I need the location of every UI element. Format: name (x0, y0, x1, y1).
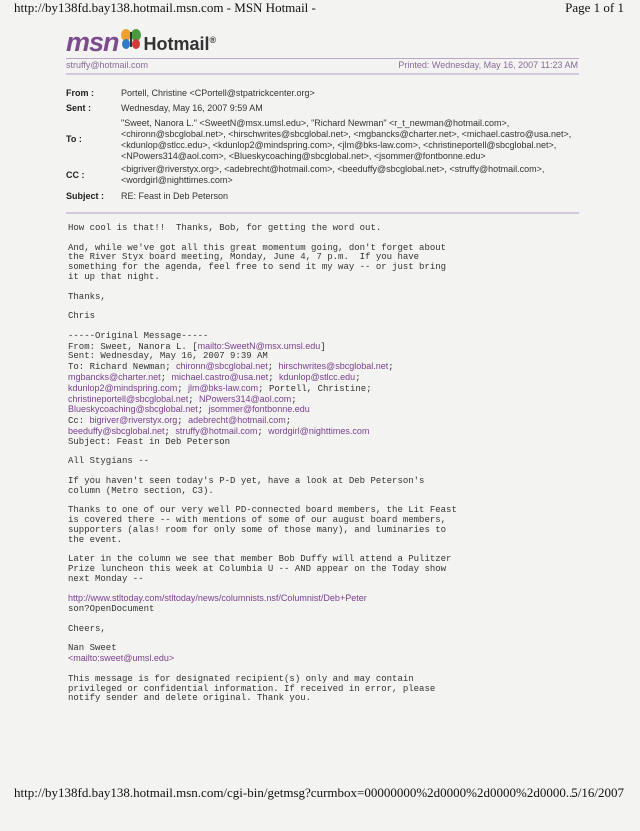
email-link[interactable]: christineportell@sbcglobal.net (68, 393, 189, 404)
body-paragraph: If you haven't seen today's P-D yet, have a look at Deb Peterson's column (Metro section, C3). (68, 475, 425, 496)
original-subject: Subject: Feast in Deb Peterson (68, 436, 231, 447)
closing-thanks: Thanks, (68, 291, 106, 302)
to-value: "Sweet, Nanora L." <SweetN@msx.umsl.edu>, "Richard Newman" <r_t_newman@hotmail.com>, <chironn@sbcglobal.net>, <hirschwrites@sbcglobal.net>, <mgbancks@charter.net>, <michael.castro@usa.net>, <kdunlop@stlcc.edu>, <kdunlop2@mindspring.com>, <jlm@bks-law.com>, <christineportell@sbcglobal.net>, <NPowers314@aol.com>, <Blueskycoaching@sbcglobal.net>, <jsommer@fontbonne.edu> (121, 118, 572, 161)
body-paragraph: Thanks to one of our very well PD-connected board members, the Lit Feast is covered there -- with mentions of some of our august board members, supporters (alas! room for only some of those many), and luminaries to the event. (68, 505, 457, 545)
msn-wordmark: msn (66, 27, 119, 57)
email-link[interactable]: chironn@sbcglobal.net (176, 361, 268, 372)
email-link[interactable]: struffy@hotmail.com (175, 425, 258, 436)
original-message-divider: -----Original Message----- (68, 330, 209, 341)
page-number: Page 1 of 1 (565, 0, 624, 15)
divider (66, 212, 579, 214)
body-paragraph: Later in the column we see that member Bob Duffy will attend a Pulitzer Prize luncheon this week at Columbia U -- AND appear on the Today show next Monday -- (68, 554, 452, 584)
email-link[interactable]: beeduffy@sbcglobal.net (68, 425, 165, 436)
email-link[interactable]: kdunlop2@mindspring.com (68, 382, 178, 393)
disclaimer: This message is for designated recipient(s) only and may contain privileged or confidential information. If received in error, please notify sender and delete original. Thank you. (68, 673, 436, 704)
hotmail-wordmark: Hotmail® (143, 34, 217, 54)
email-link[interactable]: Blueskycoaching@sbcglobal.net (68, 404, 198, 415)
divider (66, 73, 579, 75)
original-from-text: From: Sweet, Nanora L. [ (68, 341, 198, 352)
original-to-label: To: Richard Newman; (68, 362, 177, 373)
message-body: How cool is that!! Thanks, Bob, for getting the word out. And, while we've got all this great momentum going, don't forget about the River Styx board meeting, Monday, June 4, 7 p.m. If you have something for the agenda, feel free to send it my way -- or just bring it up that night. Thanks, Chris -----Original Message----- From: Sweet, Nanora L. [mailto:SweetN@msx.umsl.edu] Sent: Wednesday, May 16, 2007 9:39 AM To: Richard Newman; chironn@sbcglobal.net; hirschwrites@sbcglobal.net; mgbancks@charter.net; michael.castro@usa.net; kdunlop@stlcc.edu; kdunlop2@mindspring.com; jlm@bks-law.com; Portell, Christine; christineportell@sbcglobal.net; NPowers314@aol.com; Blueskycoaching@sbcglobal.net; jsommer@fontbonne.edu Cc: bigriver@riverstyx.org; adebrecht@hotmail.com; beeduffy@sbcglobal.net; struffy@hotmail.com; wordgirl@nighttimes.com Subject: Feast in Deb Peterson All Stygians -- If you haven't seen today's P-D yet, have a look at Deb Peterson's column (Metro section, C3). Thanks to one of our very well PD-connected board members, the Lit Feast is covered there -- with mentions of some of our august board members, supporters (alas! room for only some of those many), and luminaries to the event. Later in the column we see that member Bob Duffy will attend a Pulitzer Prize luncheon this week at Columbia U -- AND appear on the Today show next Monday -- http://www.stltoday.com/stltoday/news/columnists.nsf/Columnist/Deb+Peter son?OpenDocument Cheers, Nan Sweet <mailto:sweet@umsl.edu> This message is for designated recipient(s) only and may contain privileged or confidential information. If received in error, please notify sender and delete original. Thank you. (68, 223, 457, 704)
subject-label: Subject : (66, 191, 105, 201)
recipient-name: Portell, Christine; (263, 383, 372, 394)
cc-label: CC : (66, 170, 85, 180)
email-link[interactable]: wordgirl@nighttimes.com (268, 425, 370, 436)
divider (66, 58, 579, 59)
sender-name: Nan Sweet (68, 643, 117, 654)
from-label: From : (66, 88, 94, 98)
original-sent: Sent: Wednesday, May 16, 2007 9:39 AM (68, 351, 268, 362)
article-link[interactable]: http://www.stltoday.com/stltoday/news/columnists.nsf/Columnist/Deb+Peter (68, 593, 367, 604)
email-link[interactable]: mailto:SweetN@msx.umsl.edu (197, 340, 321, 351)
body-paragraph: And, while we've got all this great momentum going, don't forget about the River Styx board meeting, Monday, June 4, 7 p.m. If you have something for the agenda, feel free to send it my way -- or just bring it up that night. (68, 242, 447, 282)
closing-cheers: Cheers, (68, 623, 106, 634)
signature: Chris (68, 311, 96, 322)
footer-date: 5/16/2007 (571, 785, 624, 800)
account-email: struffy@hotmail.com (66, 60, 148, 70)
email-link[interactable]: michael.castro@usa.net (171, 371, 269, 382)
greeting: All Stygians -- (68, 456, 150, 467)
article-link-continuation: son?OpenDocument (68, 604, 155, 615)
bracket-text: ] (320, 341, 326, 352)
msn-butterfly-icon (120, 28, 142, 50)
msn-hotmail-logo (66, 24, 216, 56)
body-paragraph: How cool is that!! Thanks, Bob, for getting the word out. (68, 223, 382, 233)
sender-mailto-link[interactable]: <mailto:sweet@umsl.edu> (68, 653, 175, 664)
email-link[interactable]: jlm@bks-law.com (188, 382, 259, 393)
original-cc-label: Cc: (68, 416, 90, 427)
email-link[interactable]: jsommer@fontbonne.edu (208, 404, 310, 415)
email-link[interactable]: kdunlop@stlcc.edu (279, 371, 356, 382)
email-link[interactable]: hirschwrites@sbcglobal.net (278, 361, 389, 372)
email-link[interactable]: adebrecht@hotmail.com (188, 415, 286, 426)
email-link[interactable]: mgbancks@charter.net (68, 371, 161, 382)
from-value: Portell, Christine <CPortell@stpatrickcenter.org> (121, 88, 315, 98)
footer-url: http://by138fd.bay138.hotmail.msn.com/cgi-bin/getmsg?curmbox=00000000%2d0000%2d0000%2d0000... (14, 785, 576, 800)
email-link[interactable]: NPowers314@aol.com (199, 393, 292, 404)
to-label: To : (66, 134, 82, 144)
printed-timestamp: Printed: Wednesday, May 16, 2007 11:23 AM (398, 60, 578, 70)
sent-value: Wednesday, May 16, 2007 9:59 AM (121, 103, 263, 113)
email-link[interactable]: bigriver@riverstyx.org (89, 415, 178, 426)
sent-label: Sent : (66, 103, 92, 113)
cc-value: <bigriver@riverstyx.org>, <adebrecht@hotmail.com>, <beeduffy@sbcglobal.net>, <struffy@hotmail.com>, <wordgirl@nighttimes.com> (121, 164, 545, 185)
subject-value: RE: Feast in Deb Peterson (121, 191, 229, 201)
browser-header-url: http://by138fd.bay138.hotmail.msn.com - MSN Hotmail - (14, 0, 316, 15)
